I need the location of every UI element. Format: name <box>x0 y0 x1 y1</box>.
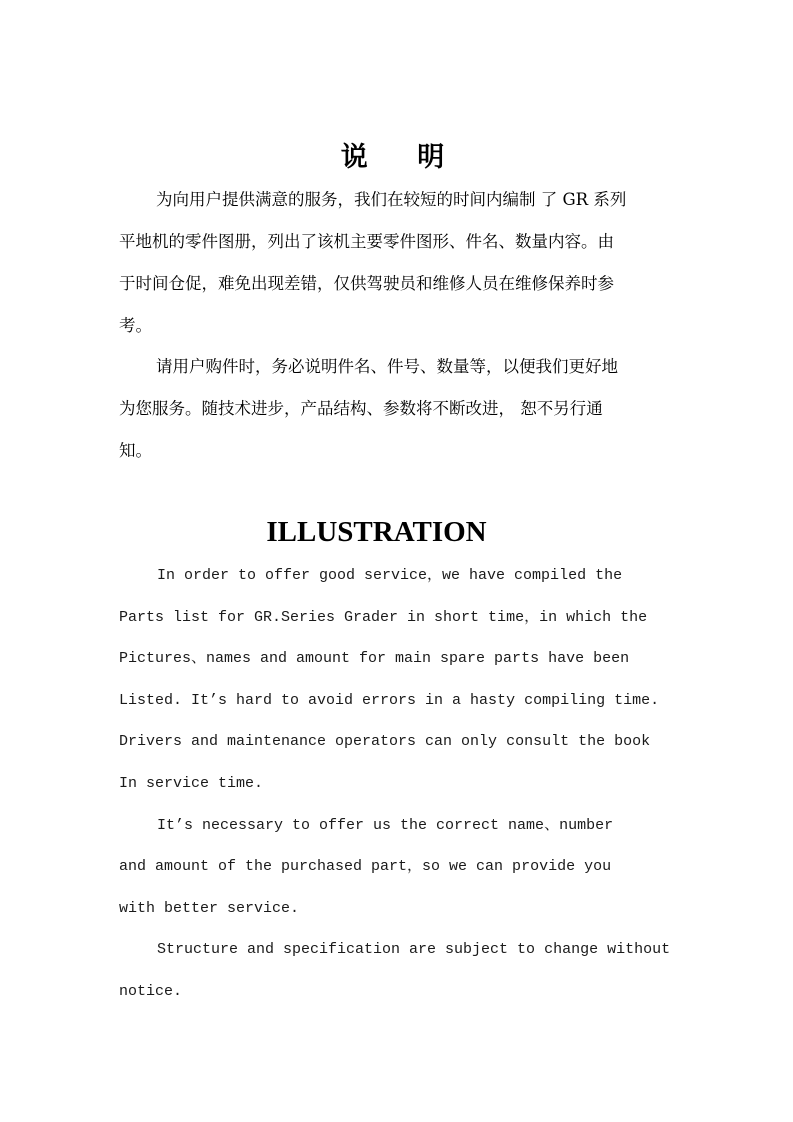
text-line: 平地机的零件图册，列出了该机主要零件图形、件名、数量内容。由 <box>119 232 614 251</box>
english-title: ILLUSTRATION <box>266 516 487 548</box>
text-line: It’s necessary to offer us the correct name、number <box>157 816 614 834</box>
text-line: Parts list for GR.Series Grader in short time，in which the <box>119 608 648 626</box>
english-body <box>119 555 679 1013</box>
text-line: 为向用户提供满意的服务，我们在较短的时间内编制 了 GR 系列 <box>156 190 627 209</box>
text-line: Listed. It’s hard to avoid errors in a hasty compiling time. <box>119 691 660 709</box>
text-line: Drivers and maintenance operators can only consult the book <box>119 733 651 751</box>
text-line: In order to offer good service，we have compiled the <box>157 567 623 584</box>
text-line: 为您服务。随技术进步，产品结构、参数将不断改进， 恕不另行通 <box>119 399 603 418</box>
text-line: 请用户购件时，务必说明件名、件号、数量等，以便我们更好地 <box>156 357 618 376</box>
text-line: and amount of the purchased part，so we can provide you <box>119 858 612 876</box>
chinese-paragraph-2 <box>119 346 675 472</box>
text-line: notice. <box>119 982 183 1000</box>
chinese-paragraph-1 <box>119 179 675 347</box>
chinese-title: 说 明 <box>340 142 465 173</box>
text-line: with better service. <box>119 899 300 917</box>
text-line: 知。 <box>119 441 152 460</box>
text-line: Structure and specification are subject to change without <box>157 941 671 959</box>
text-line: 考。 <box>119 316 152 335</box>
text-line: Pictures、names and amount for main spare parts have been <box>119 650 630 668</box>
text-line: In service time. <box>119 774 264 792</box>
text-line: 于时间仓促，难免出现差错，仅供驾驶员和维修人员在维修保养时参 <box>119 274 614 293</box>
